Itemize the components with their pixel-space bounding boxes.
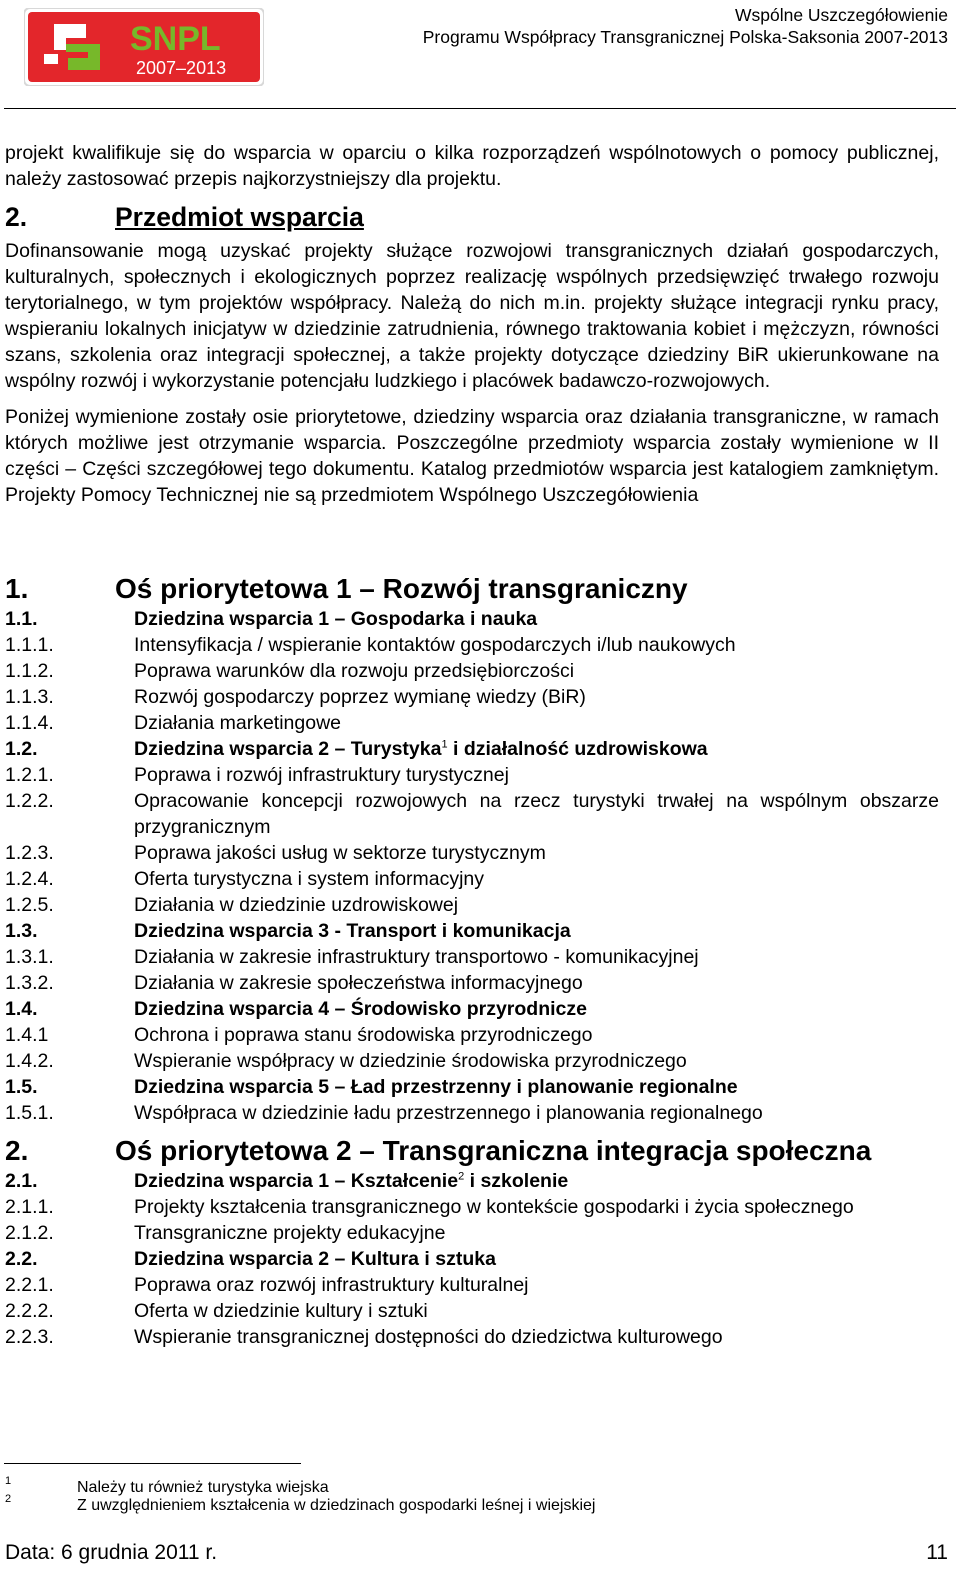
page-header [0,0,960,96]
toc-row-2-2-1 [5,1272,939,1298]
toc-number: 1.2.2. [5,790,54,812]
toc-text: Poprawa oraz rozwój infrastruktury kulturalnej [134,1274,529,1296]
toc-text: Wspieranie transgranicznej dostępności do dziedzictwa kulturowego [134,1326,723,1348]
toc-row-1-4-1 [5,1022,939,1048]
snpl-logo [24,8,264,86]
toc-text: Oferta w dziedzinie kultury i sztuki [134,1300,428,1322]
toc-number: 1.2.1. [5,764,54,786]
logo-text: SNPL [130,20,221,58]
logo-years: 2007–2013 [136,58,227,78]
header-title [423,4,948,48]
toc-text [134,736,939,762]
toc-text: Oferta turystyczna i system informacyjny [134,868,485,890]
page-number: 11 [926,1541,948,1564]
toc-text: Działania w zakresie infrastruktury transportowo - komunikacyjnej [134,946,699,968]
toc-text-part: Dziedzina wsparcia 1 – Kształcenie [134,1170,459,1192]
toc-row-1-2-2 [5,788,939,840]
toc-text: Transgraniczne projekty edukacyjne [134,1222,446,1244]
toc-row-2-1-1 [5,1194,939,1220]
toc-row-2-1-2 [5,1220,939,1246]
section-2-paragraph-2: Poniżej wymienione zostały osie priorytetowe, dziedziny wsparcia oraz działania transgraniczne, w ramach których możliwe jest otrzymanie wsparcia. Poszczególne przedmioty wsparcia zostały wymienione w II części – Części szczegółowej tego dokumentu. Katalog przedmiotów wsparcia jest katalogiem zamkniętym. Projekty Pomocy Technicznej nie są przedmiotem Wspólnego Uszczegółowienia [5,406,939,506]
toc-row-1-2-3 [5,840,939,866]
axis-2-heading [5,1134,939,1168]
toc-text: Działania marketingowe [134,712,342,734]
toc-text: Dziedzina wsparcia 5 – Ład przestrzenny i planowanie regionalne [134,1076,738,1098]
toc-text-part: i działalność uzdrowiskowa [447,738,708,760]
page-content [5,140,939,1350]
toc-text: Dziedzina wsparcia 1 – Gospodarka i nauka [134,608,538,630]
toc-number: 1.1.1. [5,634,54,656]
axis-1-title: Oś priorytetowa 1 – Rozwój transgraniczny [115,573,688,604]
toc-number: 2.2. [5,1248,38,1270]
toc-text: Opracowanie koncepcji rozwojowych na rzecz turystyki trwałej na wspólnym obszarze przygranicznym [134,790,939,838]
toc-text [134,1168,939,1194]
axis-1-number: 1. [5,573,29,604]
toc-row-1-3 [5,918,939,944]
toc-row-1-3-2 [5,970,939,996]
header-line-1: Wspólne Uszczegółowienie [734,5,948,25]
toc-text: Ochrona i poprawa stanu środowiska przyrodniczego [134,1024,593,1046]
toc-row-1-2-1 [5,762,939,788]
toc-number: 1.1.4. [5,712,54,734]
footnote-separator [4,1463,301,1464]
footnote-ref-2: 2 [458,1170,465,1183]
toc-number: 1.5.1. [5,1102,54,1124]
toc-text: Działania w zakresie społeczeństwa informacyjnego [134,972,583,994]
toc-text-part: i szkolenie [464,1170,569,1192]
toc-number: 2.1.1. [5,1196,54,1218]
toc-text: Projekty kształcenia transgranicznego w kontekście gospodarki i życia społecznego [134,1196,854,1218]
section-2-paragraph-1: Dofinansowanie mogą uzyskać projekty służące rozwojowi transgranicznych działań gospodarczych, kulturalnych, społecznych i ekologicznych poprzez realizację wspólnych przedsięwzięć trwałego rozwoju terytorialnego, w tym projektów współpracy. Należą do nich m.in. projekty służące integracji rynku pracy, wspieraniu lokalnych inicjatyw w dziedzinie zatrudnienia, równego traktowania kobiet i mężczyzn, równości szans, szkolenia oraz integracji społecznej, a także projekty dotyczące dziedziny BiR ukierunkowane na wspólny rozwój i wykorzystanie potencjału ludzkiego i placówek badawczo-rozwojowych. [5,240,939,392]
toc-text: Poprawa i rozwój infrastruktury turystycznej [134,764,509,786]
toc-row-2-2 [5,1246,939,1272]
toc-number: 2.1. [5,1170,38,1192]
toc-row-2-2-2 [5,1298,939,1324]
footnote-text: Należy tu również turystyka wiejska [77,1479,329,1496]
section-2-title: Przedmiot wsparcia [115,202,364,232]
toc-row-1-1-2 [5,658,939,684]
toc-number: 1.4. [5,998,38,1020]
toc-row-1-4-2 [5,1048,939,1074]
footnote-number: 2 [5,1493,12,1505]
toc-text: Wspieranie współpracy w dziedzinie środowiska przyrodniczego [134,1050,687,1072]
toc-number: 1.1.3. [5,686,54,708]
toc-row-1-1-1 [5,632,939,658]
section-2-heading [5,196,939,238]
toc-row-1-2-5 [5,892,939,918]
toc-number: 1.2.3. [5,842,54,864]
toc-text: Działania w dziedzinie uzdrowiskowej [134,894,459,916]
toc-text: Intensyfikacja / wspieranie kontaktów gospodarczych i/lub naukowych [134,634,736,656]
toc-number: 1.2. [5,738,38,760]
toc-text: Rozwój gospodarczy poprzez wymianę wiedzy (BiR) [134,686,586,708]
toc-row-1-2-4 [5,866,939,892]
toc-row-1-1-4 [5,710,939,736]
toc-number: 1.2.5. [5,894,54,916]
toc-row-1-5-1 [5,1100,939,1126]
toc-text: Współpraca w dziedzinie ładu przestrzennego i planowania regionalnego [134,1102,763,1124]
toc-number: 2.2.3. [5,1326,54,1348]
toc-text: Poprawa jakości usług w sektorze turystycznym [134,842,546,864]
toc-number: 2.1.2. [5,1222,54,1244]
toc-number: 1.5. [5,1076,38,1098]
axis-1-heading [5,572,939,606]
axis-2-number: 2. [5,1135,29,1166]
toc-number: 2.2.1. [5,1274,54,1296]
footnote-text: Z uwzględnieniem kształcenia w dziedzinach gospodarki leśnej i wiejskiej [77,1497,596,1514]
toc-number: 1.1. [5,608,38,630]
section-2-number: 2. [5,202,28,232]
toc-text: Dziedzina wsparcia 3 - Transport i komunikacja [134,920,571,942]
toc-row-1-1-3 [5,684,939,710]
axis-2-title: Oś priorytetowa 2 – Transgraniczna integracja społeczna [115,1135,872,1166]
header-line-2: Programu Współpracy Transgranicznej Polska-Saksonia 2007-2013 [422,27,948,47]
intro-paragraph: projekt kwalifikuje się do wsparcia w oparciu o kilka rozporządzeń wspólnotowych o pomocy publicznej, należy zastosować przepis najkorzystniejszy dla projektu. [5,142,939,190]
toc-text: Dziedzina wsparcia 4 – Środowisko przyrodnicze [134,998,587,1020]
toc-text: Dziedzina wsparcia 2 – Kultura i sztuka [134,1248,496,1270]
toc-number: 1.3.2. [5,972,54,994]
toc-number: 1.3.1. [5,946,54,968]
toc-number: 1.1.2. [5,660,54,682]
toc-row-2-2-3 [5,1324,939,1350]
toc-row-1-2 [5,736,939,762]
toc-text: Poprawa warunków dla rozwoju przedsiębiorczości [134,660,575,682]
header-divider [4,108,956,109]
toc-number: 2.2.2. [5,1300,54,1322]
toc-number: 1.3. [5,920,38,942]
toc-row-1-3-1 [5,944,939,970]
toc-text-part: Dziedzina wsparcia 2 – Turystyka [134,738,442,760]
toc-row-1-5 [5,1074,939,1100]
toc-number: 1.4.1 [5,1024,49,1046]
toc-row-1-4 [5,996,939,1022]
footnote-ref-1: 1 [441,738,448,751]
toc-number: 1.4.2. [5,1050,54,1072]
footnote-number: 1 [5,1475,12,1487]
toc-row-1-1 [5,606,939,632]
toc-number: 1.2.4. [5,868,54,890]
toc-row-2-1 [5,1168,939,1194]
footer-date: Data: 6 grudnia 2011 r. [5,1541,218,1564]
